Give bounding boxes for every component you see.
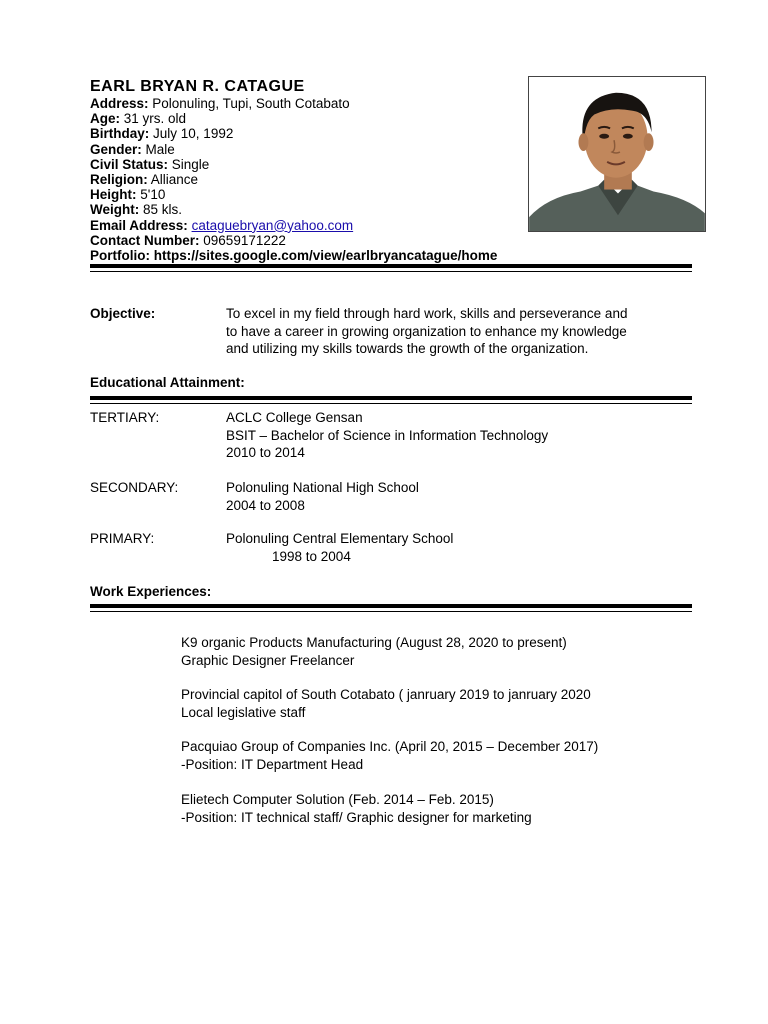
portfolio-label: Portfolio: [90, 248, 150, 264]
work-divider [90, 604, 692, 608]
address-row [90, 96, 497, 111]
tertiary-label: TERTIARY: [90, 410, 160, 425]
header-divider [90, 264, 692, 268]
profile-photo [528, 76, 706, 232]
work-entry [181, 686, 591, 721]
work-heading: Work Experiences: [90, 584, 212, 599]
work-position: Local legislative staff [181, 704, 306, 720]
school-years: 2010 to 2014 [226, 445, 305, 460]
civil-status-row [90, 157, 497, 172]
email-link[interactable]: cataguebryan@yahoo.com [191, 217, 354, 233]
education-divider [90, 396, 692, 400]
height-row [90, 187, 497, 202]
work-company: K9 organic Products Manufacturing (August 28, 2020 to present) [181, 635, 567, 650]
height-label: Height: [90, 187, 137, 203]
weight-row [90, 202, 497, 217]
school-years: 2004 to 2008 [226, 497, 305, 513]
work-position: -Position: IT technical staff/ Graphic designer for marketing [181, 809, 532, 825]
email-row [90, 218, 497, 233]
work-divider-thin [90, 611, 692, 612]
birthday-label: Birthday: [90, 126, 150, 142]
portfolio-url[interactable]: https://sites.google.com/view/earlbryancatague/home [153, 248, 498, 264]
header-divider-thin [90, 271, 692, 272]
objective-line: to have a career in growing organization to enhance my knowledge [226, 323, 627, 339]
civil-status-label: Civil Status: [90, 156, 169, 172]
course-name: BSIT – Bachelor of Science in Information Technology [226, 427, 549, 443]
contact-row [90, 233, 497, 248]
portrait-image [529, 77, 705, 231]
tertiary-details [226, 409, 548, 462]
objective-line: To excel in my field through hard work, skills and perseverance and [226, 306, 628, 321]
primary-label: PRIMARY: [90, 531, 155, 546]
age-value: 31 yrs. old [123, 111, 187, 127]
contact-value: 09659171222 [203, 232, 286, 248]
school-name: ACLC College Gensan [226, 410, 363, 425]
religion-label: Religion: [90, 172, 148, 188]
religion-row [90, 172, 497, 187]
objective-line: and utilizing my skills towards the growth of the organization. [226, 341, 589, 356]
school-name: Polonuling Central Elementary School [226, 531, 454, 546]
secondary-details [226, 479, 419, 514]
education-heading: Educational Attainment: [90, 375, 245, 390]
work-position: Graphic Designer Freelancer [181, 652, 355, 668]
work-entry [181, 634, 567, 669]
applicant-name: EARL BRYAN R. CATAGUE [90, 78, 305, 95]
height-value: 5'10 [140, 187, 166, 203]
contact-label: Contact Number: [90, 232, 200, 248]
address-value: Polonuling, Tupi, South Cotabato [152, 96, 350, 111]
work-company: Provincial capitol of South Cotabato ( janruary 2019 to janruary 2020 [181, 687, 591, 702]
work-company: Pacquiao Group of Companies Inc. (April 20, 2015 – December 2017) [181, 739, 599, 754]
primary-details [226, 530, 453, 565]
school-name: Polonuling National High School [226, 480, 419, 495]
weight-value: 85 kls. [143, 202, 183, 218]
education-divider-thin [90, 403, 692, 404]
objective-text [226, 305, 696, 358]
religion-value: Alliance [150, 172, 199, 188]
age-label: Age: [90, 111, 120, 127]
weight-label: Weight: [90, 202, 140, 218]
portfolio-row [90, 248, 497, 263]
gender-label: Gender: [90, 141, 142, 157]
work-entry [181, 738, 598, 773]
gender-row [90, 142, 497, 157]
secondary-label: SECONDARY: [90, 480, 179, 495]
personal-info [90, 96, 497, 263]
objective-label: Objective: [90, 306, 156, 321]
work-position: -Position: IT Department Head [181, 756, 364, 772]
work-company: Elietech Computer Solution (Feb. 2014 – Feb. 2015) [181, 792, 494, 807]
school-years: 1998 to 2004 [272, 548, 351, 564]
address-label: Address: [90, 96, 149, 111]
birthday-row [90, 126, 497, 141]
age-row [90, 111, 497, 126]
email-label: Email Address: [90, 217, 188, 233]
civil-status-value: Single [171, 156, 210, 172]
gender-value: Male [145, 141, 175, 157]
work-entry [181, 791, 532, 826]
birthday-value: July 10, 1992 [153, 126, 234, 142]
